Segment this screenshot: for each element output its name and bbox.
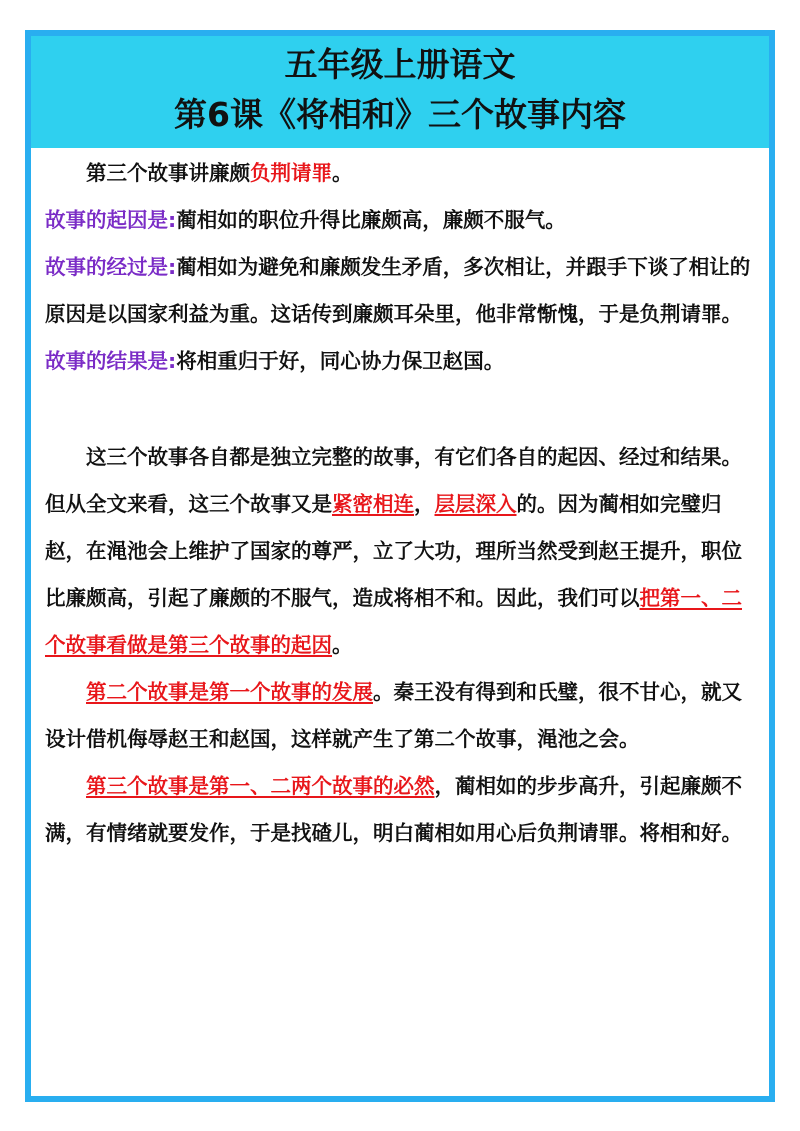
result-text: 将相重归于好，同心协力保卫赵国。 [176, 349, 505, 373]
analysis-paragraph-1 [45, 434, 760, 669]
p3-highlight: 第三个故事是第一、二两个故事的必然 [86, 774, 435, 798]
p2-text: 。秦王没有得到和氏璧，很不甘心，就又设计借机侮辱赵王和赵国，这样就产生了第二个故事，渑池之会。 [45, 680, 742, 751]
process-text: 蔺相如为避免和廉颇发生矛盾，多次相让，并跟手下谈了相让的原因是以国家利益为重。这话传到廉颇耳朵里，他非常惭愧，于是负荆请罪。 [45, 255, 751, 326]
title-banner [31, 36, 769, 148]
intro-end: 。 [332, 161, 353, 185]
p1-text-a: 这三个故事各自都是独立完整的故事，有它们各自的起因、经过和结果。但从全文来看，这三个故事又是 [45, 445, 742, 516]
lesson-title: 第6课《将相和》三个故事内容 [174, 95, 626, 134]
p1-text-d: 。 [332, 633, 353, 657]
story3-result [45, 338, 760, 385]
cause-text: 蔺相如的职位升得比廉颇高，廉颇不服气。 [176, 208, 566, 232]
analysis-paragraph-2 [45, 669, 760, 763]
intro-text: 第三个故事讲廉颇 [86, 161, 250, 185]
story3-intro [45, 150, 760, 197]
story3-process [45, 244, 760, 338]
article-body [45, 150, 760, 857]
section-spacer [45, 385, 760, 434]
p1-highlight-1: 紧密相连 [332, 492, 414, 516]
cause-label: 故事的起因是: [45, 208, 177, 232]
p1-text-c: 的。因为蔺相如完璧归赵，在渑池会上维护了国家的尊严，立了大功，理所当然受到赵王提升，职位比廉颇高，引起了廉颇的不服气，造成将相不和。因此，我们可以 [45, 492, 742, 610]
intro-highlight: 负荆请罪 [250, 161, 332, 185]
main-title: 五年级上册语文 [284, 45, 516, 84]
story3-cause [45, 197, 760, 244]
page-frame [25, 30, 775, 1102]
analysis-paragraph-3 [45, 763, 760, 857]
process-label: 故事的经过是: [45, 255, 177, 279]
p1-highlight-2: 层层深入 [434, 492, 517, 516]
result-label: 故事的结果是: [45, 349, 177, 373]
p3-text: ，蔺相如的步步高升，引起廉颇不满，有情绪就要发作，于是找碴儿，明白蔺相如用心后负荆请罪。将相和好。 [45, 774, 742, 845]
p2-highlight: 第二个故事是第一个故事的发展 [86, 680, 373, 704]
p1-text-b: ， [414, 492, 435, 516]
p1-highlight-3: 把第一、二个故事看做是第三个故事的起因 [45, 586, 742, 657]
